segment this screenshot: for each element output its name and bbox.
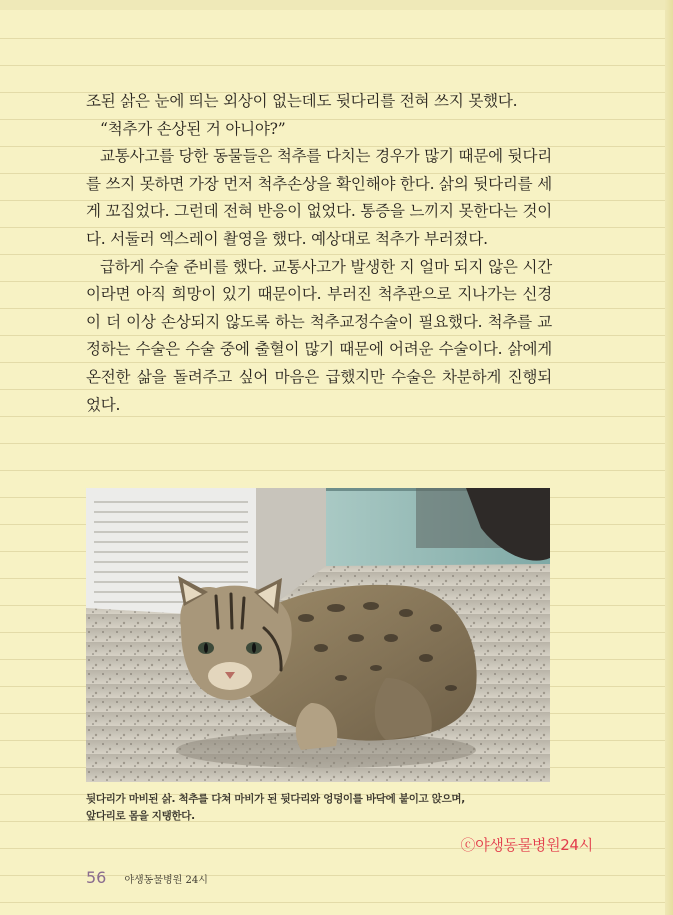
caption-line-2: 앞다리로 몸을 지탱한다.: [86, 810, 195, 822]
paragraph-1: 조된 삵은 눈에 띄는 외상이 없는데도 뒷다리를 전혀 쓰지 못했다.: [86, 92, 518, 110]
caption-line-1: 뒷다리가 마비된 삵. 척추를 다쳐 마비가 된 뒷다리와 엉덩이를 바닥에 붙이고 앉으며,: [86, 793, 465, 805]
leopard-cat-photo: [86, 488, 550, 782]
photo-credit: ⓒ야생동물병원24시: [460, 836, 593, 854]
paragraph-4: 급하게 수술 준비를 했다. 교통사고가 발생한 지 얼마 되지 않은 시간이라면 아직 희망이 있기 때문이다. 부러진 척추관으로 지나가는 신경이 더 이상 손상되지 않도록 하는 척추교정수술이 필요했다. 척추를 교정하는 수술은 수술 중에 출혈이 많기 때문에 어려운 수술이다. 삵에게 온전한 삶을 돌려주고 싶어 마음은 급했지만 수술은 차분하게 진행되었다.: [86, 257, 552, 414]
page-right-edge: [665, 0, 673, 915]
page-footer: [86, 868, 208, 887]
paragraph-2-quote: “척추가 손상된 거 아니야?”: [100, 119, 286, 138]
page-number: 56: [86, 868, 107, 887]
book-title: 야생동물병원 24시: [124, 875, 208, 886]
page-top-band: [0, 0, 673, 10]
photo-caption: [86, 791, 556, 825]
paragraph-3: 교통사고를 당한 동물들은 척추를 다치는 경우가 많기 때문에 뒷다리를 쓰지 못하면 가장 먼저 척추손상을 확인해야 한다. 삵의 뒷다리를 세게 꼬집었다. 그런데 전혀 반응이 없었다. 통증을 느끼지 못한다는 것이다. 서둘러 엑스레이 촬영을 했다. 예상대로 척추가 부러졌다.: [86, 147, 552, 248]
body-text: [86, 88, 552, 419]
